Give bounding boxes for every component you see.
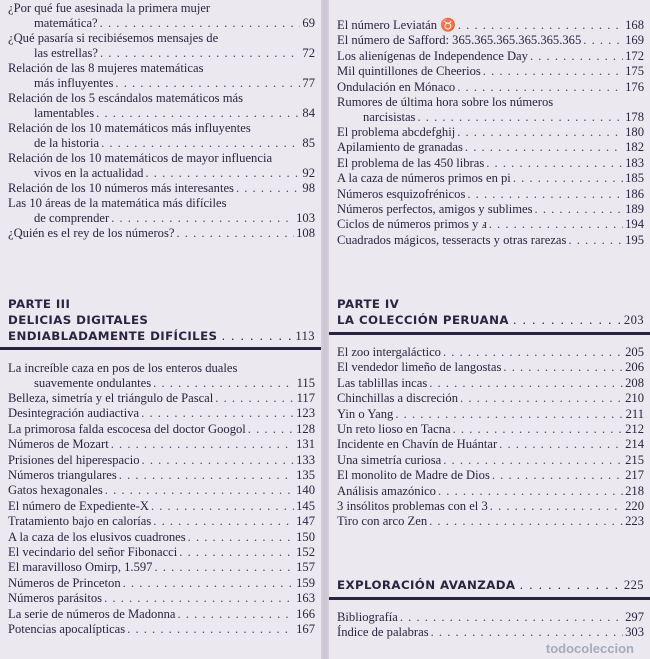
entry-title: El problema abcdefghij bbox=[337, 125, 456, 139]
toc-entry bbox=[337, 171, 644, 186]
entry-title: ¿Qué pasaría si recibiésemos mensajes de bbox=[8, 31, 219, 45]
toc-entry bbox=[337, 625, 644, 640]
page-number: 203 bbox=[623, 313, 644, 327]
toc-entry bbox=[337, 514, 644, 529]
entry-title: Yin o Yang bbox=[337, 406, 394, 421]
toc-entry bbox=[8, 391, 315, 406]
leader-dots bbox=[123, 576, 294, 591]
leader-dots bbox=[438, 484, 623, 499]
leader-dots bbox=[215, 391, 294, 406]
section-rule bbox=[329, 332, 650, 335]
leader-dots bbox=[443, 345, 623, 360]
leader-dots bbox=[105, 483, 294, 498]
leader-dots bbox=[153, 514, 294, 529]
entry-title: El número de Safford: 365.365.365.365.365.365 bbox=[337, 33, 582, 48]
leader-dots bbox=[568, 233, 623, 248]
page-number: 117 bbox=[296, 391, 315, 405]
toc-entry bbox=[8, 361, 315, 391]
toc-entry bbox=[337, 33, 644, 48]
leader-dots bbox=[111, 211, 294, 226]
entry-title: Las tablillas incas bbox=[337, 375, 428, 390]
toc-entry bbox=[8, 545, 315, 560]
leader-dots bbox=[503, 360, 623, 375]
part-number: PARTE IV bbox=[337, 297, 400, 311]
entry-title: Ondulación en Mónaco bbox=[337, 79, 456, 94]
section-rule bbox=[329, 597, 650, 600]
entry-title: Potencias apocalípticas bbox=[8, 622, 126, 636]
page-number: 123 bbox=[296, 406, 315, 421]
page-number: 103 bbox=[296, 211, 315, 226]
book-gutter bbox=[321, 0, 329, 659]
toc-entry bbox=[337, 217, 644, 232]
entry-title: El número Leviatán ♉ bbox=[337, 18, 456, 32]
leader-dots bbox=[236, 181, 300, 196]
toc-entry bbox=[337, 187, 644, 202]
entry-title: Relación de los 10 matemáticos de mayor influencia bbox=[8, 151, 273, 165]
leader-dots bbox=[513, 312, 620, 328]
toc-entry bbox=[337, 80, 644, 95]
toc-entry bbox=[337, 376, 644, 391]
page-number: 113 bbox=[295, 329, 315, 343]
toc-entry bbox=[8, 468, 315, 483]
entry-title: La primorosa falda escocesa del doctor Googol bbox=[8, 421, 246, 436]
entry-title: Tratamiento bajo en calorías bbox=[8, 514, 152, 529]
entry-title: Una simetría curiosa bbox=[337, 452, 442, 467]
toc-entry bbox=[8, 61, 315, 91]
entry-title: Las 10 áreas de la matemática más difíciles bbox=[8, 196, 227, 211]
entry-title: El número de Expediente-X bbox=[8, 498, 149, 513]
leader-dots bbox=[176, 226, 294, 241]
page-number: 185 bbox=[625, 171, 644, 186]
toc-entry bbox=[8, 151, 315, 181]
entry-title: Análisis amazónico bbox=[337, 483, 436, 498]
watermark-logo: todocoleccion bbox=[545, 641, 634, 656]
entry-title: Un reto lioso en Tacna bbox=[337, 422, 451, 436]
page-number: 211 bbox=[625, 406, 644, 421]
toc-entry bbox=[337, 345, 644, 360]
entry-title: El zoo intergaláctico bbox=[337, 345, 441, 359]
leader-dots bbox=[490, 499, 623, 514]
leader-dots bbox=[443, 453, 623, 468]
page-number: 157 bbox=[296, 560, 315, 575]
toc-entry bbox=[8, 560, 315, 575]
page-number: 169 bbox=[625, 33, 644, 48]
leader-dots bbox=[115, 76, 300, 91]
page-number: 168 bbox=[625, 18, 644, 32]
leader-dots bbox=[465, 140, 623, 155]
toc-entry bbox=[8, 422, 315, 437]
page-number: 84 bbox=[302, 106, 315, 120]
leader-dots bbox=[431, 625, 624, 640]
toc-entry bbox=[337, 125, 644, 140]
page-number: 131 bbox=[296, 437, 315, 452]
entry-title: Prisiones del hiperespacio bbox=[8, 452, 140, 467]
toc-entry bbox=[8, 226, 315, 241]
page-number: 159 bbox=[296, 575, 315, 590]
toc-entry bbox=[8, 121, 315, 151]
leader-dots bbox=[178, 607, 295, 622]
leader-dots bbox=[119, 468, 294, 483]
entry-title: El vecindario del señor Fibonacci bbox=[8, 545, 178, 559]
toc-entry bbox=[337, 18, 644, 33]
leader-dots bbox=[179, 545, 294, 560]
entry-title-continued: matemática? bbox=[34, 16, 98, 30]
entry-title: Relación de las 8 mujeres matemáticas bbox=[8, 61, 204, 75]
page-number: 108 bbox=[296, 226, 315, 241]
leader-dots bbox=[467, 187, 623, 202]
part-title: LA COLECCIÓN PERUANA bbox=[337, 313, 509, 327]
page-number: 194 bbox=[625, 217, 644, 232]
page-number: 206 bbox=[625, 360, 644, 375]
entry-title: Números parásitos bbox=[8, 591, 103, 606]
leader-dots bbox=[100, 16, 301, 31]
part-heading bbox=[8, 296, 315, 344]
leader-dots bbox=[429, 376, 623, 391]
entry-title: Números perfectos, amigos y sublimes bbox=[337, 202, 533, 216]
page-number: 77 bbox=[302, 76, 315, 90]
leader-dots bbox=[96, 106, 300, 121]
entry-title-continued: las estrellas? bbox=[34, 46, 98, 60]
toc-entry bbox=[337, 437, 644, 452]
leader-dots bbox=[457, 80, 623, 95]
toc-entry bbox=[337, 468, 644, 483]
toc-entry bbox=[8, 31, 315, 61]
page-number: 133 bbox=[296, 452, 315, 467]
toc-entry bbox=[337, 95, 644, 125]
entry-title: 3 insólitos problemas con el 3 bbox=[337, 499, 488, 513]
leader-dots bbox=[458, 18, 623, 33]
toc-entry bbox=[8, 196, 315, 226]
leader-dots bbox=[513, 171, 623, 186]
entry-title: La serie de números de Madonna bbox=[8, 606, 176, 621]
toc-entry bbox=[337, 610, 644, 625]
page-number: 150 bbox=[296, 529, 315, 544]
page-number: 220 bbox=[625, 499, 644, 513]
toc-entry bbox=[337, 407, 644, 422]
toc-entry bbox=[337, 484, 644, 499]
part-heading bbox=[337, 296, 644, 328]
entry-title: Rumores de última hora sobre los números bbox=[337, 95, 554, 109]
part-number: PARTE III bbox=[8, 297, 71, 311]
entry-title: Índice de palabras bbox=[337, 625, 429, 640]
entry-title: Desintegración audiactiva bbox=[8, 406, 140, 421]
toc-entry bbox=[8, 453, 315, 468]
page-number: 98 bbox=[302, 181, 315, 195]
leader-dots bbox=[141, 406, 294, 421]
right-page bbox=[329, 0, 650, 659]
entry-title: El monolito de Madre de Dios bbox=[337, 468, 490, 483]
leader-dots bbox=[499, 437, 623, 452]
entry-title: Belleza, simetría y el triángulo de Pascal bbox=[8, 391, 214, 405]
page-number: 178 bbox=[625, 110, 644, 124]
leader-dots bbox=[583, 33, 623, 48]
entry-title-continued: más influyentes bbox=[34, 76, 114, 90]
entry-title: Números de Princeton bbox=[8, 575, 121, 590]
page-number: 182 bbox=[625, 140, 644, 155]
toc-entry bbox=[337, 233, 644, 248]
leader-dots bbox=[127, 622, 294, 637]
toc-entry bbox=[337, 202, 644, 217]
page-number: 135 bbox=[296, 468, 315, 482]
entry-title-continued: suavemente ondulantes bbox=[34, 376, 152, 390]
leader-dots bbox=[100, 46, 300, 61]
leader-dots bbox=[453, 422, 624, 437]
toc-entry bbox=[8, 437, 315, 452]
page-number: 208 bbox=[625, 375, 644, 390]
toc-entry bbox=[337, 64, 644, 79]
page-number: 223 bbox=[625, 514, 644, 529]
leader-dots bbox=[101, 136, 300, 151]
entry-title: El vendedor limeño de langostas bbox=[337, 360, 502, 375]
toc-entry bbox=[337, 156, 644, 171]
page-number: 205 bbox=[625, 345, 644, 359]
leader-dots bbox=[417, 110, 623, 125]
page-number: 215 bbox=[625, 452, 644, 467]
page-number: 147 bbox=[296, 514, 315, 529]
leader-dots bbox=[248, 422, 294, 437]
leader-dots bbox=[486, 156, 623, 171]
page-number: 183 bbox=[625, 155, 644, 170]
entry-title: Tiro con arco Zen bbox=[337, 514, 428, 529]
part-title: EXPLORACIÓN AVANZADA bbox=[337, 578, 516, 592]
page-number: 217 bbox=[625, 468, 644, 483]
entry-title: ¿Por qué fue asesinada la primera mujer bbox=[8, 1, 211, 15]
part-title: ENDIABLADAMENTE DIFÍCILES bbox=[8, 329, 218, 343]
leader-dots bbox=[145, 166, 300, 181]
entry-title-continued: de la historia bbox=[34, 136, 100, 150]
toc-entry bbox=[8, 181, 315, 196]
toc-entry bbox=[337, 453, 644, 468]
page-number: 214 bbox=[625, 437, 644, 452]
page-number: 152 bbox=[296, 545, 315, 559]
entry-title: A la caza de los elusivos cuadrones bbox=[8, 529, 186, 544]
section-rule bbox=[0, 347, 321, 350]
entry-title: Cuadrados mágicos, tesseracts y otras rarezas bbox=[337, 232, 567, 247]
toc-entry bbox=[8, 591, 315, 606]
toc-entry bbox=[337, 499, 644, 514]
page-number: 210 bbox=[625, 391, 644, 406]
page-number: 297 bbox=[625, 610, 644, 624]
entry-title: Números triangulares bbox=[8, 468, 117, 482]
toc-entry bbox=[337, 49, 644, 64]
leader-dots bbox=[429, 514, 623, 529]
toc-entry bbox=[8, 406, 315, 421]
toc-entry bbox=[8, 622, 315, 637]
page-number: 163 bbox=[296, 591, 315, 606]
page-number: 303 bbox=[625, 625, 644, 640]
leader-dots bbox=[483, 64, 623, 79]
entry-title-continued: de comprender bbox=[34, 211, 110, 226]
leader-dots bbox=[154, 560, 294, 575]
toc-entry bbox=[8, 1, 315, 31]
toc-entry bbox=[337, 140, 644, 155]
page-number: 166 bbox=[296, 606, 315, 621]
leader-dots bbox=[489, 217, 623, 232]
leader-dots bbox=[153, 376, 294, 391]
entry-title: Números de Mozart bbox=[8, 437, 109, 452]
entry-title: Relación de los 10 matemáticos más influyentes bbox=[8, 121, 251, 135]
toc-entry bbox=[8, 530, 315, 545]
leader-dots bbox=[111, 437, 294, 452]
leader-dots bbox=[400, 610, 623, 625]
toc-entry bbox=[8, 514, 315, 529]
entry-title: Ciclos de números primos y ⅎ bbox=[337, 217, 487, 232]
leader-dots bbox=[221, 328, 291, 344]
entry-title: Incidente en Chavín de Huántar bbox=[337, 437, 498, 452]
entry-title: Números esquizofrénicos bbox=[337, 186, 466, 201]
leader-dots bbox=[104, 591, 294, 606]
entry-title: Apilamiento de granadas bbox=[337, 140, 463, 155]
entry-title: El maravilloso Omirp, 1.597 bbox=[8, 560, 153, 575]
page-number: 85 bbox=[302, 136, 315, 150]
page-number: 128 bbox=[296, 421, 315, 436]
page-number: 72 bbox=[302, 46, 315, 60]
page-number: 175 bbox=[625, 64, 644, 79]
toc-entry bbox=[8, 483, 315, 498]
page-number: 195 bbox=[625, 232, 644, 247]
page-number: 172 bbox=[625, 48, 644, 63]
page-number: 186 bbox=[625, 186, 644, 201]
leader-dots bbox=[530, 49, 623, 64]
page-number: 212 bbox=[625, 422, 644, 436]
page-number: 145 bbox=[296, 498, 315, 513]
entry-title: Chinchillas a discreción bbox=[337, 391, 459, 406]
leader-dots bbox=[519, 577, 619, 593]
toc-entry bbox=[337, 422, 644, 437]
page-number: 180 bbox=[625, 125, 644, 139]
toc-entry bbox=[8, 576, 315, 591]
page-number: 69 bbox=[302, 16, 315, 30]
leader-dots bbox=[151, 499, 294, 514]
leader-dots bbox=[457, 125, 623, 140]
part-title-line: DELICIAS DIGITALES bbox=[8, 313, 149, 327]
entry-title: Los alienígenas de Independence Day bbox=[337, 48, 528, 63]
leader-dots bbox=[492, 468, 623, 483]
page-number: 225 bbox=[623, 578, 644, 592]
entry-title-continued: narcisistas bbox=[363, 110, 416, 124]
left-page bbox=[0, 0, 321, 659]
toc-entry bbox=[8, 91, 315, 121]
entry-title: Relación de los 10 números más interesantes bbox=[8, 181, 234, 195]
entry-title: El problema de las 450 libras bbox=[337, 155, 485, 170]
toc-entry bbox=[337, 391, 644, 406]
entry-title: ¿Quién es el rey de los números? bbox=[8, 226, 175, 241]
entry-title: Relación de los 5 escándalos matemáticos más bbox=[8, 91, 244, 105]
entry-title: Bibliografía bbox=[337, 610, 398, 624]
entry-title: Gatos hexagonales bbox=[8, 483, 103, 498]
leader-dots bbox=[535, 202, 624, 217]
leader-dots bbox=[188, 530, 294, 545]
entry-title-continued: lamentables bbox=[34, 106, 95, 120]
entry-title: Mil quintillones de Cheerios bbox=[337, 64, 481, 79]
leader-dots bbox=[460, 391, 623, 406]
entry-title-continued: vivos en la actualidad bbox=[34, 166, 144, 180]
entry-title: A la caza de números primos en pi bbox=[337, 171, 511, 186]
page-number: 218 bbox=[625, 483, 644, 498]
toc-entry bbox=[8, 607, 315, 622]
part-heading bbox=[337, 577, 644, 593]
page-number: 140 bbox=[296, 483, 315, 498]
page-number: 167 bbox=[296, 622, 315, 636]
page-number: 115 bbox=[296, 376, 315, 390]
leader-dots bbox=[142, 453, 295, 468]
toc-entry bbox=[8, 499, 315, 514]
page-number: 189 bbox=[625, 202, 644, 216]
page-number: 176 bbox=[625, 79, 644, 94]
page-number: 92 bbox=[302, 166, 315, 180]
toc-entry bbox=[337, 360, 644, 375]
entry-title: La increíble caza en pos de los enteros duales bbox=[8, 361, 238, 375]
leader-dots bbox=[395, 407, 623, 422]
